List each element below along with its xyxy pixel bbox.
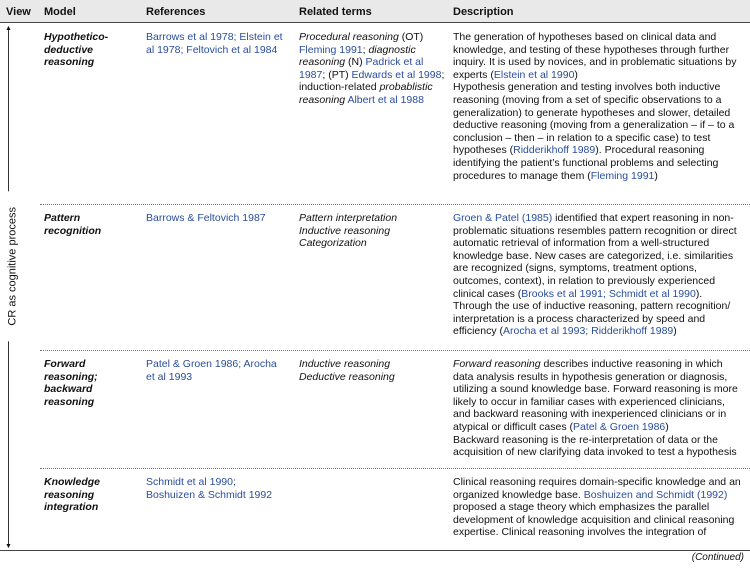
text-run: ). Procedural reasoning identifying the patient’s functional problems and selecting procedures to manage them ( xyxy=(453,144,719,182)
view-label: CR as cognitive process xyxy=(7,191,20,341)
row-model: Forward reasoning; backward reasoning xyxy=(44,358,98,408)
text-run: Pattern interpretation xyxy=(299,212,398,224)
text-run: diagnostic reasoning xyxy=(299,43,416,69)
citation-link[interactable]: Edwards et al 1998 xyxy=(351,68,442,81)
header-references: References xyxy=(146,6,206,18)
header-model: Model xyxy=(44,6,76,18)
text-run: ). xyxy=(695,287,703,300)
row-divider xyxy=(40,468,750,469)
citation-link[interactable]: Groen & Patel (1985) xyxy=(453,212,553,224)
text-run: Deductive reasoning xyxy=(299,370,395,383)
arrow-up-icon: ▲ xyxy=(5,25,12,32)
citation-link[interactable]: Ridderikhoff 1989 xyxy=(513,144,596,157)
table-header xyxy=(0,0,750,22)
text-run: Hypothesis generation and testing involves both inductive reasoning (moving from a set of specific observations to a generalization) to generate hypotheses and slower, detailed deductive reasoning (moving from a generalization – if – to a conclusion – then – in relation to a specific case) to test hypotheses ( xyxy=(453,81,735,157)
row-description xyxy=(453,212,745,338)
header-view: View xyxy=(6,6,31,18)
text-run: Categorization xyxy=(299,237,367,250)
text-run: ; induction-related xyxy=(299,68,445,94)
row-description xyxy=(453,476,745,539)
row-description xyxy=(453,31,745,182)
row-references: Schmidt et al 1990; Boshuizen & Schmidt 1992 xyxy=(146,476,273,501)
row-model: Pattern recognition xyxy=(44,212,102,237)
citation-link[interactable]: Albert et al 1988 xyxy=(347,93,424,106)
citation-link[interactable]: Padrick et al 1987 xyxy=(299,56,424,81)
text-run: The generation of hypotheses based on clinical data and knowledge, and testing of these hypotheses through further inquiry. It is used by novices, and in problematic situations by experts ( xyxy=(453,31,737,81)
text-run: ) xyxy=(654,169,658,182)
row-divider xyxy=(40,350,750,351)
header-description: Description xyxy=(453,6,514,18)
table-bottom-rule xyxy=(0,550,750,551)
row-references: Barrows & Feltovich 1987 xyxy=(146,212,266,224)
text-run: Through the use of inductive reasoning, pattern recognition/ interpretation is a process characterized by speed and efficiency ( xyxy=(453,300,731,338)
text-run: probablistic reasoning xyxy=(299,81,433,106)
citation-link[interactable]: Fleming 1991 xyxy=(590,169,655,182)
text-run: ) xyxy=(673,325,677,338)
header-related-terms: Related terms xyxy=(299,6,372,18)
row-references: Patel & Groen 1986; Arocha et al 1993 xyxy=(146,358,277,383)
continued-note: (Continued) xyxy=(691,552,744,564)
row-divider xyxy=(40,204,750,205)
text-run: identified that expert reasoning in non-problematic situations resembles pattern recognition or direct automatic retrieval of information from a well-structured knowledge base. New cases are categorized, i.e. similarities are recognized (signs, symptoms, treatment options, outcomes, context), in relation to previously experienced clinical cases ( xyxy=(453,212,737,300)
text-run: describes inductive reasoning in which data analysis results in hypothesis generation or diagnosis, utilizing a sound knowledge base. Forward reasoning is more likely to occur in familiar cases with experienced clinicians, and backward reasoning with inexperienced clinicians or in atypical or difficult cases ( xyxy=(453,358,738,433)
text-run: ) xyxy=(665,420,669,433)
citation-link[interactable]: Patel & Groen 1986 xyxy=(573,420,666,433)
text-run: ; (PT) xyxy=(322,68,352,81)
text-run: Procedural reasoning xyxy=(299,31,399,43)
text-run: proposed a stage theory which emphasizes the parallel development of knowledge acquisition and clinical reasoning expertise. Clinical reasoning involves the integration of xyxy=(453,501,735,539)
text-run: ; xyxy=(362,43,369,56)
citation-link[interactable]: Fleming 1991 xyxy=(299,43,363,56)
text-run: Inductive reasoning xyxy=(299,224,391,237)
row-related-terms xyxy=(299,358,445,383)
text-run: (OT) xyxy=(398,31,424,43)
row-references: Barrows et al 1978; Elstein et al 1978; Feltovich et al 1984 xyxy=(146,31,283,56)
text-run: Forward reasoning xyxy=(453,358,541,370)
text-run: Clinical reasoning requires domain-specific knowledge and an organized knowledge base. xyxy=(453,476,741,501)
row-related-terms xyxy=(299,212,445,250)
row-model: Knowledge reasoning integration xyxy=(44,476,101,514)
text-run: (N) xyxy=(345,56,366,69)
row-model: Hypothetico-deductive reasoning xyxy=(44,31,109,69)
citation-link[interactable]: Arocha et al 1993; Ridderikhoff 1989 xyxy=(503,325,674,338)
text-run: Inductive reasoning xyxy=(299,358,391,370)
row-related-terms xyxy=(299,31,445,107)
header-rule xyxy=(0,22,750,23)
row-description xyxy=(453,358,745,459)
text-run: ) xyxy=(574,68,578,81)
citation-link[interactable]: Boshuizen and Schmidt (1992) xyxy=(583,488,728,501)
arrow-down-icon: ▼ xyxy=(5,543,12,550)
citation-link[interactable]: Elstein et al 1990 xyxy=(493,68,575,81)
citation-link[interactable]: Brooks et al 1991; Schmidt et al 1990 xyxy=(521,287,696,300)
text-run: Backward reasoning is the re-interpretation of data or the acquisition of new clarifying data invoked to test a hypothesis xyxy=(453,433,737,459)
